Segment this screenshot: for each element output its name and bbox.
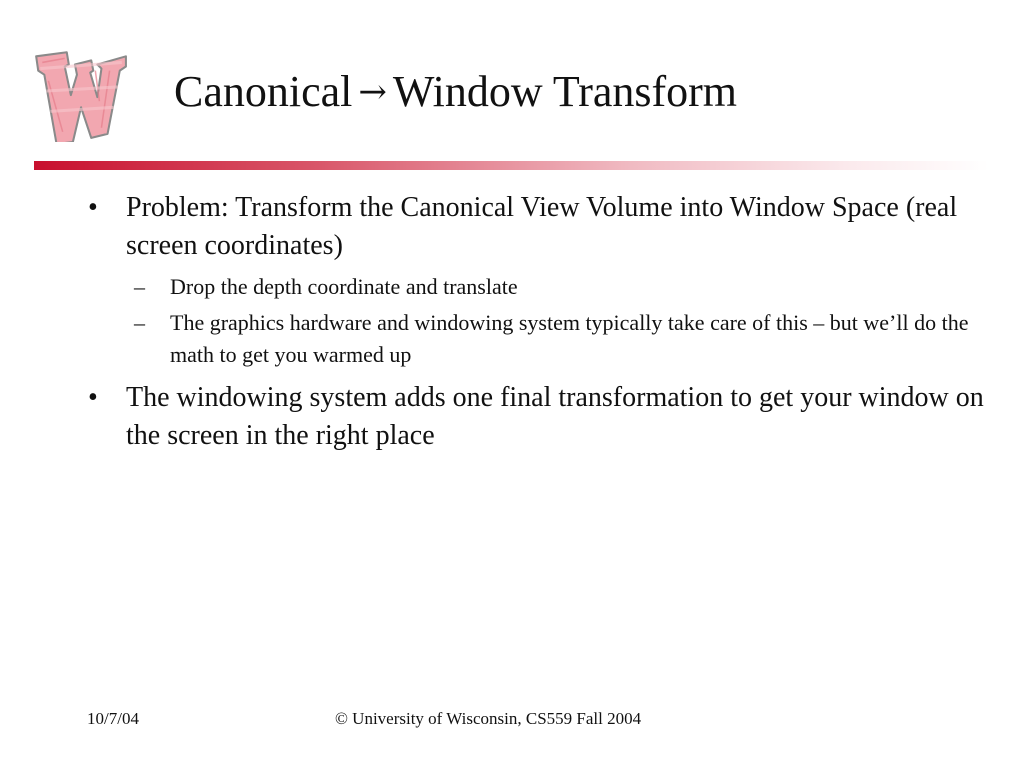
sub-bullet-item <box>126 271 988 303</box>
title-divider <box>34 161 989 170</box>
title-right: Window Transform <box>392 67 738 116</box>
footer-date: 10/7/04 <box>87 709 139 728</box>
right-arrow-icon: → <box>358 72 387 112</box>
slide-title <box>174 60 737 127</box>
sub-bullet-text: The graphics hardware and windowing system typically take care of this – but we’ll do the math to get you warmed up <box>170 310 969 367</box>
bullet-marker: • <box>88 192 98 223</box>
bullet-marker: • <box>88 382 98 413</box>
sub-bullet-text: Drop the depth coordinate and translate <box>170 274 518 299</box>
sub-bullet-item <box>126 307 988 371</box>
bullet-item <box>88 189 988 265</box>
bullet-item <box>88 379 988 455</box>
title-left: Canonical <box>174 67 353 116</box>
bullet-list <box>88 189 988 461</box>
sub-bullet-list <box>88 271 988 371</box>
sub-bullet-marker: – <box>134 310 145 335</box>
wisconsin-w-logo-icon <box>28 40 130 142</box>
bullet-text: The windowing system adds one final transformation to get your window on the screen in the right place <box>126 382 984 451</box>
sub-bullet-marker: – <box>134 274 145 299</box>
footer-copyright: © University of Wisconsin, CS559 Fall 2004 <box>335 709 642 728</box>
bullet-text: Problem: Transform the Canonical View Volume into Window Space (real screen coordinates) <box>126 192 958 261</box>
